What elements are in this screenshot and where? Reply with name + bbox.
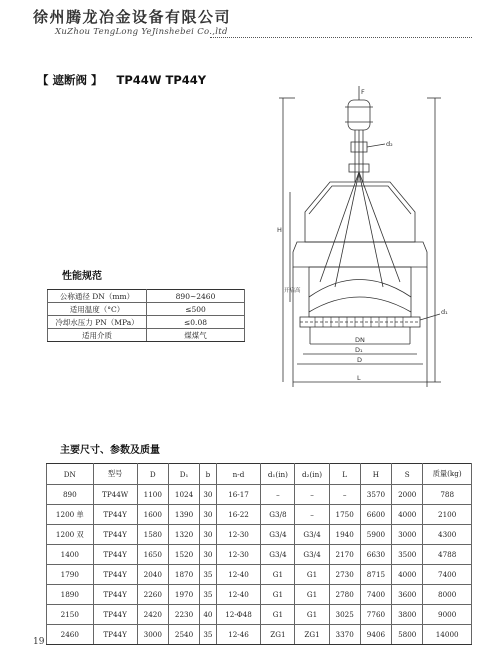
actuator-body [348, 100, 370, 130]
label-H: H [277, 226, 282, 234]
table-cell: 2100 [423, 505, 472, 525]
table-row [47, 585, 472, 605]
table-cell: 3000 [392, 525, 423, 545]
table-row [47, 625, 472, 645]
table-cell: 12-46 [216, 625, 261, 645]
table-cell: 35 [200, 585, 216, 605]
table-row [47, 505, 472, 525]
column-header: d₁(in) [261, 464, 295, 485]
table-cell: 1970 [168, 585, 199, 605]
table-cell: 12-40 [216, 585, 261, 605]
table-cell: 3600 [392, 585, 423, 605]
table-cell: 30 [200, 525, 216, 545]
spec-label: 适用温度（°C） [48, 303, 147, 316]
table-cell: G1 [261, 605, 295, 625]
valve-drawing [275, 82, 465, 412]
label-d2: d₂ [386, 140, 393, 148]
table-cell: 40 [200, 605, 216, 625]
table-cell: 3800 [392, 605, 423, 625]
table-cell: 5800 [392, 625, 423, 645]
table-cell: G1 [261, 565, 295, 585]
table-cell: 12-40 [216, 565, 261, 585]
column-header: 型号 [93, 464, 137, 485]
column-header: H [360, 464, 391, 485]
table-cell: TP44Y [93, 625, 137, 645]
table-cell: 1520 [168, 545, 199, 565]
table-cell: 2040 [137, 565, 168, 585]
table-row [48, 303, 245, 316]
column-header: D₁ [168, 464, 199, 485]
spec-label: 冷却水压力 PN（MPa） [48, 316, 147, 329]
table-cell: 12-30 [216, 525, 261, 545]
table-cell: 2150 [47, 605, 94, 625]
table-cell: TP44Y [93, 585, 137, 605]
table-cell: 1200 双 [47, 525, 94, 545]
table-cell: 2460 [47, 625, 94, 645]
spec-label: 公称通径 DN（mm） [48, 290, 147, 303]
table-cell: 7400 [360, 585, 391, 605]
column-header: DN [47, 464, 94, 485]
table-cell: 1100 [137, 485, 168, 505]
table-cell: 30 [200, 485, 216, 505]
label-DN: DN [355, 336, 365, 344]
table-cell: 6630 [360, 545, 391, 565]
table-cell: 1890 [47, 585, 94, 605]
table-cell: 35 [200, 625, 216, 645]
table-cell: TP44Y [93, 545, 137, 565]
company-name-cn: 徐州腾龙冶金设备有限公司 [33, 8, 232, 26]
table-cell: 1600 [137, 505, 168, 525]
table-cell: G1 [295, 605, 329, 625]
table-row [48, 329, 245, 342]
label-L: L [357, 374, 361, 382]
table-cell: 9000 [423, 605, 472, 625]
table-cell: 7400 [423, 565, 472, 585]
table-cell: 1750 [329, 505, 360, 525]
label-open-height: 开启高 [284, 288, 301, 294]
table-cell: 5900 [360, 525, 391, 545]
table-cell: – [295, 505, 329, 525]
table-cell: 788 [423, 485, 472, 505]
table-cell: 35 [200, 565, 216, 585]
table-cell: G3/4 [295, 545, 329, 565]
table-cell: G3/8 [261, 505, 295, 525]
table-cell: 3370 [329, 625, 360, 645]
table-cell: G1 [261, 585, 295, 605]
column-header: S [392, 464, 423, 485]
table-row [48, 316, 245, 329]
label-D1: D₁ [355, 346, 363, 354]
table-cell: 16-17 [216, 485, 261, 505]
table-cell: 1870 [168, 565, 199, 585]
table-cell: 8000 [423, 585, 472, 605]
table-cell: 16-22 [216, 505, 261, 525]
column-header: d₂(in) [295, 464, 329, 485]
table-cell: TP44Y [93, 525, 137, 545]
table-cell: TP44Y [93, 565, 137, 585]
dims-table [46, 463, 472, 645]
company-name-en: XuZhou TengLong YeJinshebei Co.,ltd [55, 27, 228, 37]
table-cell: TP44Y [93, 605, 137, 625]
column-header: 质量(kg) [423, 464, 472, 485]
table-cell: 1400 [47, 545, 94, 565]
table-cell: 2000 [392, 485, 423, 505]
table-row [47, 485, 472, 505]
table-cell: G3/4 [261, 525, 295, 545]
table-row [48, 290, 245, 303]
table-cell: G1 [295, 585, 329, 605]
table-cell: G3/4 [261, 545, 295, 565]
table-cell: 2170 [329, 545, 360, 565]
table-row [47, 565, 472, 585]
table-cell: TP44Y [93, 505, 137, 525]
table-cell: 8715 [360, 565, 391, 585]
dims-title: 主要尺寸、参数及质量 [60, 445, 160, 456]
page-number: 19 [33, 637, 45, 647]
label-F: F [361, 88, 365, 96]
table-row [47, 545, 472, 565]
product-models: TP44W TP44Y [116, 73, 207, 87]
table-cell: 1580 [137, 525, 168, 545]
table-cell: – [329, 485, 360, 505]
table-cell: 2730 [329, 565, 360, 585]
spec-value: 煤煤气 [147, 329, 245, 342]
table-cell: 7760 [360, 605, 391, 625]
table-cell: 4000 [392, 505, 423, 525]
table-cell: 12-30 [216, 545, 261, 565]
column-header: n-d [216, 464, 261, 485]
column-header: b [200, 464, 216, 485]
table-cell: 3500 [392, 545, 423, 565]
table-cell: 3000 [137, 625, 168, 645]
table-cell: 2420 [137, 605, 168, 625]
table-cell: – [261, 485, 295, 505]
table-cell: 1024 [168, 485, 199, 505]
spec-label: 适用介质 [48, 329, 147, 342]
table-cell: TP44W [93, 485, 137, 505]
table-cell: 4000 [392, 565, 423, 585]
table-cell: 1200 单 [47, 505, 94, 525]
header-divider [210, 37, 472, 38]
spec-value: 890~2460 [147, 290, 245, 303]
table-cell: 1790 [47, 565, 94, 585]
table-cell: 6600 [360, 505, 391, 525]
label-D: D [357, 356, 363, 364]
product-category: 【 遮断阀 】 [37, 73, 103, 87]
table-cell: 1650 [137, 545, 168, 565]
table-cell: 3025 [329, 605, 360, 625]
table-cell: – [295, 485, 329, 505]
table-row [47, 525, 472, 545]
label-d1: d₁ [441, 308, 448, 316]
table-cell: 2230 [168, 605, 199, 625]
table-cell: 1940 [329, 525, 360, 545]
spec-value: ≤500 [147, 303, 245, 316]
column-header: L [329, 464, 360, 485]
page-header [33, 8, 473, 38]
section-title [37, 72, 206, 88]
table-cell: 1320 [168, 525, 199, 545]
table-cell: 2260 [137, 585, 168, 605]
column-header: D [137, 464, 168, 485]
table-cell: 14000 [423, 625, 472, 645]
table-cell: 9406 [360, 625, 391, 645]
table-cell: ZG1 [261, 625, 295, 645]
table-cell: 30 [200, 505, 216, 525]
table-cell: 30 [200, 545, 216, 565]
spec-table [47, 289, 245, 342]
spec-title: 性能规范 [62, 271, 102, 282]
table-cell: ZG1 [295, 625, 329, 645]
table-cell: 890 [47, 485, 94, 505]
table-row [47, 605, 472, 625]
table-cell: 12-Φ48 [216, 605, 261, 625]
table-cell: 1390 [168, 505, 199, 525]
table-cell: 4788 [423, 545, 472, 565]
table-cell: 3570 [360, 485, 391, 505]
table-header-row [47, 464, 472, 485]
table-cell: 4300 [423, 525, 472, 545]
table-cell: 2540 [168, 625, 199, 645]
spec-value: ≤0.08 [147, 316, 245, 329]
table-cell: 2780 [329, 585, 360, 605]
table-cell: G1 [295, 565, 329, 585]
table-cell: G3/4 [295, 525, 329, 545]
